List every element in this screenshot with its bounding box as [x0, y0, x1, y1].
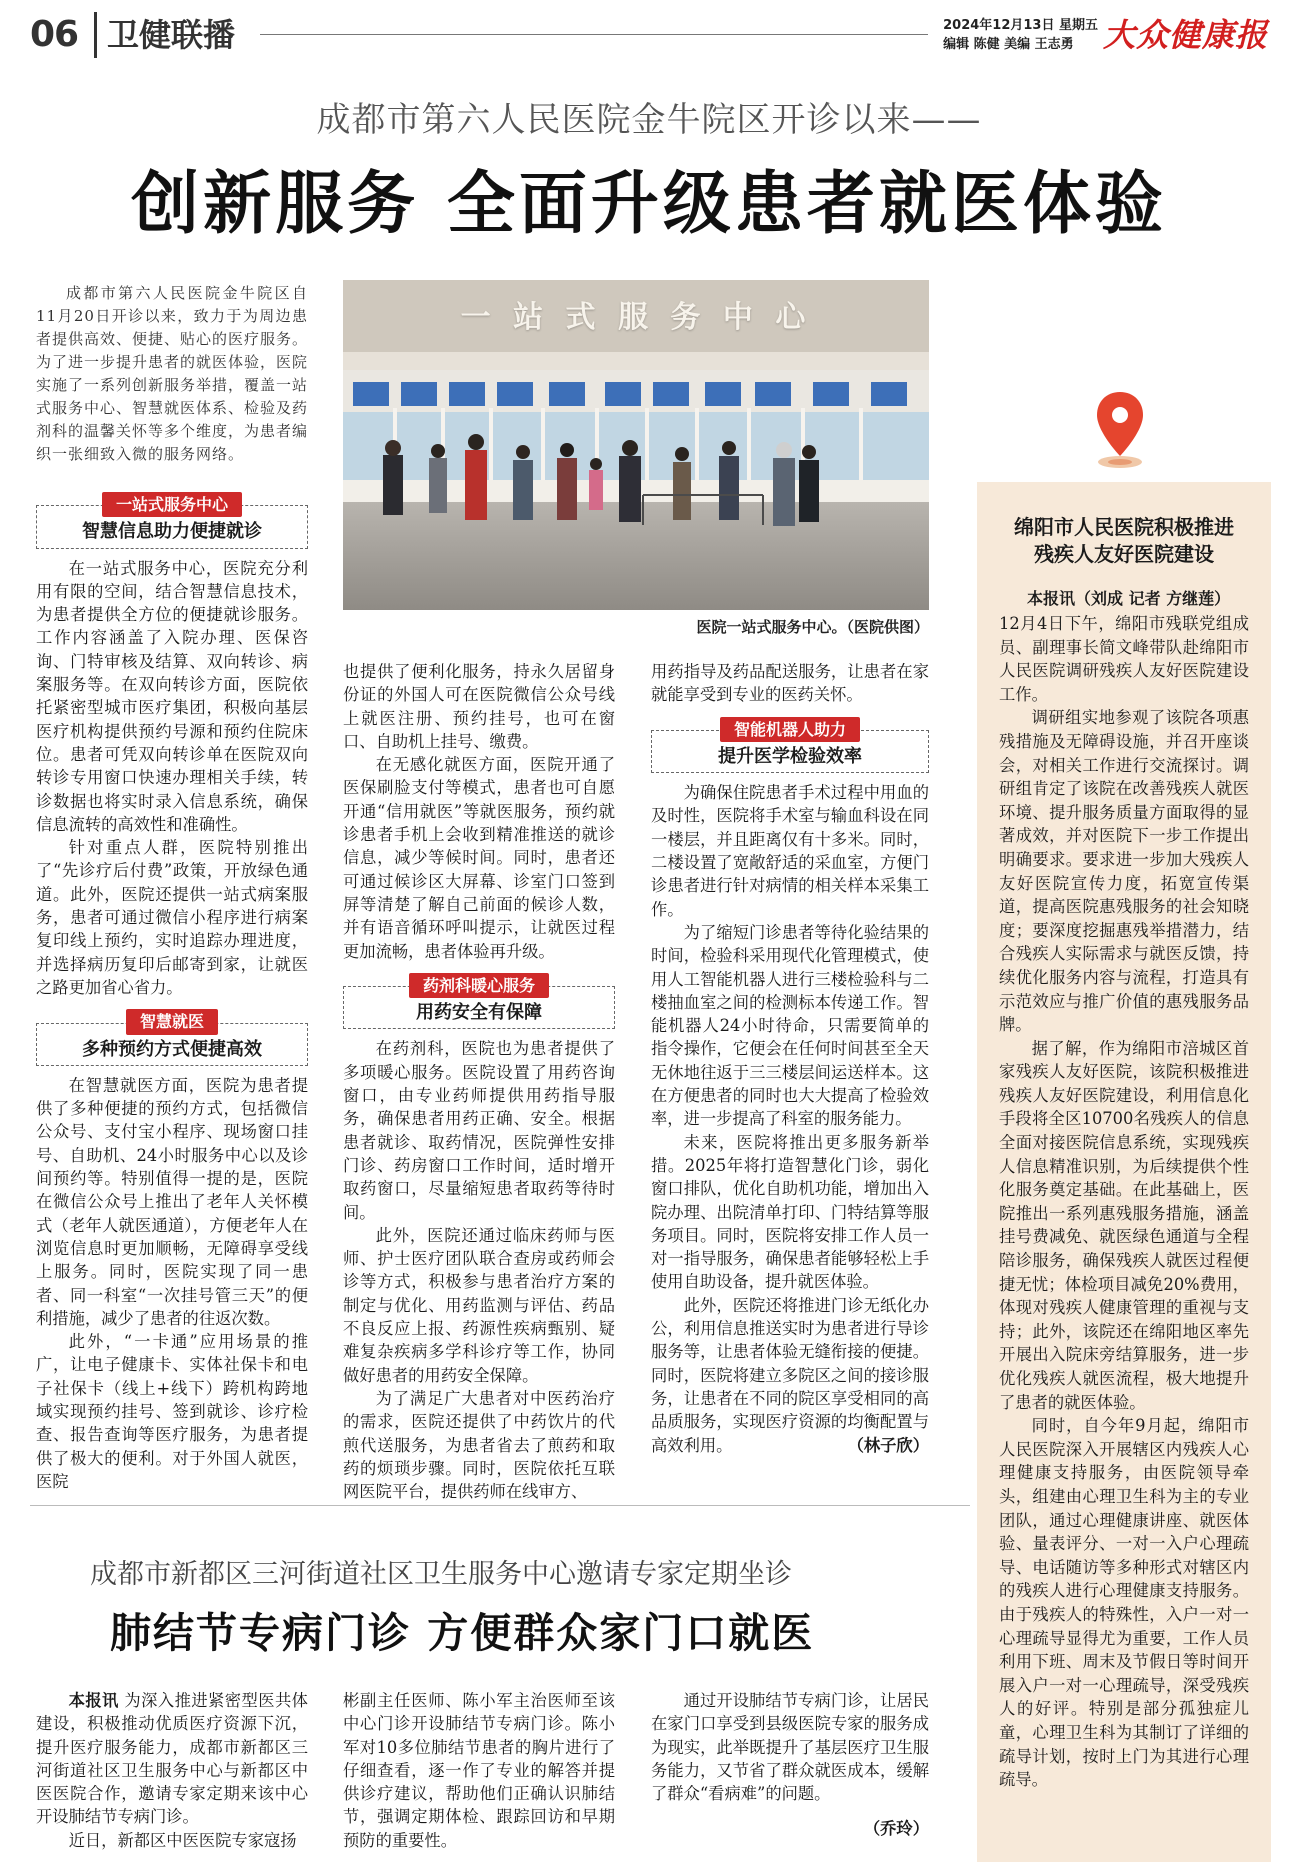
- paragraph: 在药剂科，医院也为患者提供了多项暖心服务。医院设置了用药咨询窗口，由专业药师提供用药指导服务，确保患者用药正确、安全。根据患者就诊、取药情况，医院弹性安排门诊、药房窗口工作时间，适时增开取药窗口，尽量缩短患者取药等待时间。: [343, 1039, 615, 1222]
- paragraph: 通过开设肺结节专病门诊，让居民在家门口享受到县级医院专家的服务成为现实，此举既提升了基层医疗卫生服务能力，又节省了群众就医成本，缓解了群众“看病难”的问题。: [651, 1691, 929, 1804]
- paragraph: 针对重点人群，医院特别推出了“先诊疗后付费”政策，开放绿色通道。此外，医院还提供一站式病案服务，患者可通过微信小程序进行病案复印线上预约，实时追踪办理进度，并选择病历复印后邮寄到家，让就医之路更加省心省力。: [36, 838, 308, 997]
- issue-editors: 编辑 陈健 美编 王志勇: [943, 37, 1074, 52]
- masthead-logo: 大众健康报: [1103, 16, 1269, 54]
- paragraph: 同时，自今年9月起，绵阳市人民医院深入开展辖区内残疾人心理健康支持服务，由医院领导牵头，组建由心理卫生科为主的专业团队，通过心理健康讲座、就医体验、量表评分、一对一入户心理疏导、电话随访等多种形式对辖区内的残疾人进行心理健康支持服务。由于残疾人的特殊性，入户一对一心理疏导显得尤为重要，工作人员利用下班、周末及节假日等时间开展入户一对一心理疏导，深受残疾人的好评。特别是部分孤独症儿童，心理卫生科为其制订了详细的疏导计划，按时上门为其进行心理疏导。: [999, 1416, 1249, 1790]
- sidebar-title-line: 残疾人友好医院建设: [1034, 542, 1214, 566]
- paragraph: 12月4日下午，绵阳市残联党组成员、副理事长简文峰带队赴绵阳市人民医院调研残疾人友好医院建设工作。: [999, 614, 1249, 704]
- paragraph: 在无感化就医方面，医院开通了医保刷脸支付等模式，患者也可自愿开通“信用就医”等就医服务，预约就诊患者手机上会收到精准推送的就诊信息，减少等候时间。同时，患者还可通过候诊区大屏幕、诊室门口签到屏等清楚了解自己前面的候诊人数，并有语音循环呼叫提示，让就医过程更加流畅，患者体验再升级。: [343, 755, 615, 961]
- story2-title: 肺结节专病门诊 方便群众家门口就医: [110, 1609, 815, 1657]
- paragraph-text: 此外，医院还将推进门诊无纸化办公，利用信息推送实时为患者进行导诊服务等，让患者体验无缝衔接的便捷。同时，医院将建立多院区之间的接诊服务，让患者在不同的院区享受相同的高品质服务，实现医疗资源的均衡配置与高效利用。: [651, 1295, 929, 1455]
- sidebar-title-line: 绵阳市人民医院积极推进: [1014, 515, 1234, 539]
- story1-col2: [343, 660, 615, 1503]
- location-pin-icon: [1090, 388, 1150, 472]
- subhead-one-stop: [36, 492, 308, 549]
- paragraph: 也提供了便利化服务，持永久居留身份证的外国人可在医院微信公众号线上就医注册、预约挂号，也可在窗口、自助机上挂号、缴费。: [343, 662, 615, 751]
- paragraph-text: 为深入推进紧密型医共体建设，积极推动优质医疗资源下沉，提升医疗服务能力，成都市新都区三河街道社区卫生服务中心与新都区中医医院合作，邀请专家定期来该中心开设肺结节专病门诊。: [36, 1691, 308, 1827]
- paragraph: [651, 1294, 929, 1457]
- sidebar-byline: 本报讯（刘成 记者 方继莲）: [1027, 589, 1231, 608]
- story2-col3: [651, 1689, 929, 1841]
- story1-lead: 成都市第六人民医院金牛院区自11月20日开诊以来，致力于为周边患者提供高效、便捷、贴心的医疗服务。为了进一步提升患者的就医体验，医院实施了一系列创新服务举措，覆盖一站式服务中心、智慧就医体系、检验及药剂科的温馨关怀等多个维度，为患者编织一张细致入微的服务网络。: [36, 284, 309, 463]
- subhead-title: 智慧信息助力便捷就诊: [36, 505, 308, 548]
- paragraph: 此外，医院还通过临床药师与医师、护士医疗团队联合查房或药师会诊等方式，积极参与患者治疗方案的制定与优化、用药监测与评估、药品不良反应上报、药源性疾病甄别、疑难复杂疾病多学科诊疗等工作，协同做好患者的用药安全保障。: [343, 1225, 615, 1385]
- story-divider: [30, 1505, 970, 1506]
- paragraph: 在智慧就医方面，医院为患者提供了多种便捷的预约方式，包括微信公众号、支付宝小程序、现场窗口挂号、自助机、24小时服务中心以及诊间预约等。特别值得一提的是，医院在微信公众号上推出了老年人关怀模式（老年人就医通道），方便老年人在浏览信息时更加顺畅，无障碍享受线上服务。同时，医院实现了同一患者、同一科室“一次挂号管三天”的便利措施，减少了患者的往返次数。: [36, 1075, 308, 1328]
- story1-kicker: 成都市第六人民医院金牛院区开诊以来——: [316, 100, 982, 140]
- paragraph: 彬副主任医师、陈小军主治医师至该中心门诊开设肺结节专病门诊。陈小军对10多位肺结节患者的胸片进行了仔细查看，逐一作了专业的解答并提供诊疗建议，帮助他们正确认识肺结节，强调定期体检、跟踪回访和早期预防的重要性。: [343, 1691, 615, 1850]
- paragraph: 此外，“一卡通”应用场景的推广，让电子健康卡、实体社保卡和电子社保卡（线上+线下）跨机构跨地域实现预约挂号、签到就诊、诊疗检查、报告查询等医疗服务，为患者提供了极大的便利。对于外国人就医，医院: [36, 1332, 308, 1491]
- subhead-title: 提升医学检验效率: [651, 730, 929, 773]
- page-header: [30, 12, 1268, 62]
- author-credit: （林子欣）: [847, 1435, 929, 1455]
- subhead-tag: 智慧就医: [126, 1009, 218, 1034]
- paragraph: 用药指导及药品配送服务，让患者在家就能享受到专业的医药关怀。: [651, 662, 929, 705]
- paragraph: 为确保住院患者手术过程中用血的及时性，医院将手术室与输血科设在同一楼层，并且距离仅有十多米。同时，二楼设置了宽敞舒适的采血室，方便门诊患者进行针对病情的相关样本采集工作。: [651, 783, 929, 919]
- paragraph: 在一站式服务中心，医院充分利用有限的空间，结合智慧信息技术，为患者提供全方位的便捷就诊服务。工作内容涵盖了入院办理、医保咨询、门特审核及结算、双向转诊、病案服务等。在双向转诊方面，医院依托紧密型城市医疗集团，积极向基层医疗机构提供预约号源和预约住院床位。患者可凭双向转诊单在医院双向转诊专用窗口快速办理相关手续，转诊数据也将实时录入信息系统，确保信息流转的高效性和准确性。: [36, 558, 308, 834]
- page-number: 06: [30, 14, 79, 55]
- issue-meta: [943, 16, 1098, 54]
- subhead-tag: 智能机器人助力: [720, 717, 860, 742]
- paragraph: 为了缩短门诊患者等待化验结果的时间，检验科采用现代化管理模式，使用人工智能机器人进行三楼检验科与二楼抽血室之间的检测标本传递工作。智能机器人24小时待命，只需要简单的指令操作，它便会在任何时间甚至全天无休地往返于三三楼层间运送样本。这在方便患者的同时也大大提高了检验效率，进一步提高了科室的服务能力。: [651, 922, 929, 1129]
- author-credit: （乔玲）: [863, 1819, 929, 1839]
- issue-date: 2024年12月13日 星期五: [943, 18, 1098, 33]
- story1-col3: [651, 660, 929, 1457]
- paragraph: 近日，新都区中医医院专家寇扬: [68, 1830, 297, 1850]
- sidebar-body: [999, 612, 1249, 1792]
- sidebar-story: [977, 482, 1271, 1862]
- story2-byline: 本报讯: [68, 1691, 119, 1710]
- section-name: 卫健联播: [94, 12, 235, 58]
- story2-col1: [36, 1689, 308, 1852]
- subhead-smart-care: [36, 1009, 308, 1066]
- story1-title: 创新服务 全面升级患者就医体验: [131, 164, 1167, 244]
- header-rule: [260, 34, 928, 35]
- photo-caption: 医院一站式服务中心。（医院供图）: [696, 618, 929, 636]
- subhead-tag: 药剂科暖心服务: [409, 973, 549, 998]
- story2-col2: [343, 1689, 615, 1852]
- photo-sign-text: 一 站 式 服 务 中 心: [460, 300, 812, 335]
- paragraph: 为了满足广大患者对中医药治疗的需求，医院还提供了中药饮片的代煎代送服务，为患者省去了煎药和取药的烦琐步骤。同时，医院依托互联网医院平台，提供药师在线审方、: [343, 1388, 615, 1502]
- paragraph: [36, 1689, 308, 1829]
- service-center-photo: [343, 280, 929, 610]
- subhead-robot: [651, 717, 929, 774]
- subhead-title: 多种预约方式便捷高效: [36, 1023, 308, 1066]
- paragraph: 据了解，作为绵阳市涪城区首家残疾人友好医院，该院积极推进残疾人友好医院建设，利用信息化手段将全区10700名残疾人的信息全面对接医院信息系统，实现残疾人信息精准识别，为后续提供个性化服务奠定基础。在此基础上，医院推出一系列惠残服务措施，涵盖挂号费减免、就医绿色通道与全程陪诊服务，确保残疾人就医过程便捷无忧；体检项目减免20%费用，体现对残疾人健康管理的重视与支持；此外，该院还在绵阳地区率先开展出入院床旁结算服务，进一步优化残疾人就医流程，极大地提升了患者的就医体验。: [999, 1038, 1249, 1412]
- subhead-pharmacy: [343, 973, 615, 1030]
- paragraph: 未来，医院将推出更多服务新举措。2025年将打造智慧化门诊，弱化窗口排队，优化自助机功能，增加出入院办理、出院清单打印、门特结算等服务项目。同时，医院将安排工作人员一对一指导服务，确保患者能够轻松上手使用自助设备，提升就医体验。: [651, 1132, 929, 1292]
- story1-col1: [36, 282, 308, 1493]
- sidebar-title: [977, 514, 1271, 568]
- subhead-title: 用药安全有保障: [343, 986, 615, 1029]
- story2-kicker: 成都市新都区三河街道社区卫生服务中心邀请专家定期坐诊: [90, 1559, 792, 1590]
- paragraph: 调研组实地参观了该院各项惠残措施及无障碍设施，并召开座谈会，对相关工作进行交流探讨。调研组肯定了该院在改善残疾人就医环境、提升服务质量方面取得的显著成效，并对医院下一步工作提出明确要求。要求进一步加大残疾人友好医院宣传力度，拓宽宣传渠道，提高医院惠残服务的社会知晓度；要深度挖掘惠残举措潜力，结合残疾人实际需求与就医反馈，持续优化服务内容与流程，打造具有示范效应与推广价值的惠残服务品牌。: [999, 708, 1249, 1035]
- subhead-tag: 一站式服务中心: [102, 492, 242, 517]
